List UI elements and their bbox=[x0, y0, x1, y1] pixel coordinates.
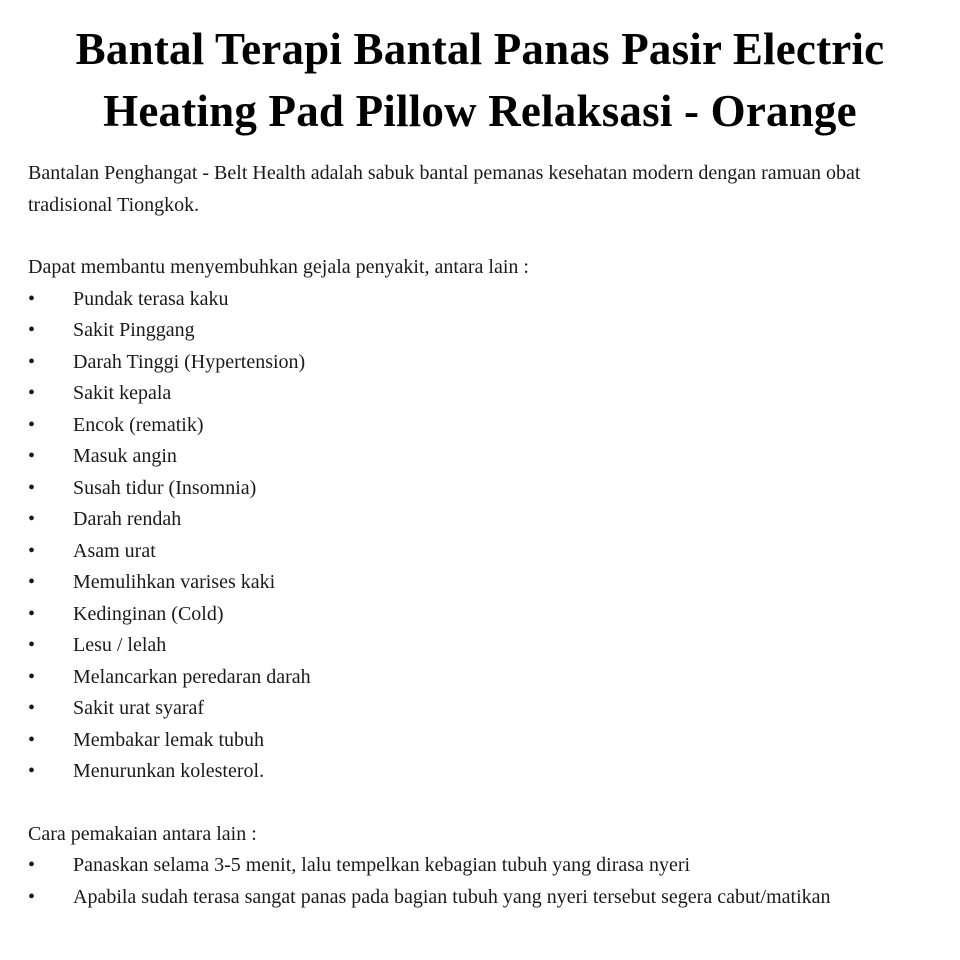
bullet-icon: • bbox=[28, 287, 36, 310]
bullet-icon: • bbox=[28, 665, 36, 688]
bullet-icon: • bbox=[28, 602, 36, 625]
bullet-icon: • bbox=[28, 760, 36, 782]
benefits-intro: Dapat membantu menyembuhkan gejala penyakit, antara lain : bbox=[28, 256, 529, 278]
benefit-item-text: Darah rendah bbox=[73, 508, 182, 530]
bullet-icon: • bbox=[28, 445, 36, 467]
benefit-item-text: Melancarkan peredaran darah bbox=[73, 665, 311, 688]
bullet-icon: • bbox=[28, 476, 36, 499]
bullet-icon: • bbox=[28, 413, 36, 436]
usage-list bbox=[28, 850, 932, 913]
usage-item-text: Panaskan selama 3-5 menit, lalu tempelkan kebagian tubuh yang dirasa nyeri bbox=[73, 854, 691, 876]
benefits-list bbox=[28, 284, 932, 788]
benefit-item-text: Kedinginan (Cold) bbox=[73, 602, 224, 625]
usage-intro: Cara pemakaian antara lain : bbox=[28, 822, 257, 845]
benefit-item-text: Encok (rematik) bbox=[73, 413, 204, 436]
bullet-icon: • bbox=[28, 319, 36, 341]
benefit-item bbox=[28, 473, 932, 505]
benefit-item bbox=[28, 284, 932, 316]
benefit-item-text: Susah tidur (Insomnia) bbox=[73, 476, 257, 499]
benefit-item-text: Lesu / lelah bbox=[73, 634, 167, 656]
benefit-item-text: Sakit urat syaraf bbox=[73, 697, 205, 719]
benefit-item-text: Sakit Pinggang bbox=[73, 319, 195, 341]
bullet-icon: • bbox=[28, 508, 36, 530]
benefit-item-text: Membakar lemak tubuh bbox=[73, 728, 265, 751]
benefit-item bbox=[28, 756, 932, 788]
benefit-item-text: Pundak terasa kaku bbox=[73, 287, 229, 310]
benefit-item bbox=[28, 536, 932, 568]
benefit-item bbox=[28, 662, 932, 694]
bullet-icon: • bbox=[28, 885, 36, 908]
bullet-icon: • bbox=[28, 382, 36, 404]
benefit-item-text: Menurunkan kolesterol. bbox=[73, 760, 265, 782]
bullet-icon: • bbox=[28, 728, 36, 751]
benefit-item bbox=[28, 567, 932, 599]
bullet-icon: • bbox=[28, 634, 36, 656]
benefit-item bbox=[28, 315, 932, 347]
benefit-item bbox=[28, 630, 932, 662]
benefit-item bbox=[28, 693, 932, 725]
page-title: Bantal Terapi Bantal Panas Pasir Electric Heating Pad Pillow Relaksasi - Orange bbox=[75, 24, 885, 136]
usage-item bbox=[28, 882, 932, 914]
benefit-item bbox=[28, 504, 932, 536]
bullet-icon: • bbox=[28, 571, 36, 593]
benefit-item bbox=[28, 599, 932, 631]
bullet-icon: • bbox=[28, 350, 36, 373]
bullet-icon: • bbox=[28, 697, 36, 719]
benefit-item-text: Asam urat bbox=[73, 539, 156, 562]
benefit-item-text: Darah Tinggi (Hypertension) bbox=[73, 350, 306, 373]
benefit-item bbox=[28, 378, 932, 410]
usage-item bbox=[28, 850, 932, 882]
benefit-item bbox=[28, 441, 932, 473]
benefit-item bbox=[28, 410, 932, 442]
benefit-item-text: Masuk angin bbox=[73, 445, 177, 467]
product-description: Bantalan Penghangat - Belt Health adalah sabuk bantal pemanas kesehatan modern dengan ramuan obat tradisional Tiongkok. bbox=[28, 162, 861, 216]
usage-item-text: Apabila sudah terasa sangat panas pada bagian tubuh yang nyeri tersebut segera cabut/matikan bbox=[73, 885, 831, 908]
benefit-item-text: Sakit kepala bbox=[73, 382, 172, 404]
benefit-item-text: Memulihkan varises kaki bbox=[73, 571, 276, 593]
benefit-item bbox=[28, 725, 932, 757]
benefit-item bbox=[28, 347, 932, 379]
bullet-icon: • bbox=[28, 854, 36, 876]
bullet-icon: • bbox=[28, 539, 36, 562]
